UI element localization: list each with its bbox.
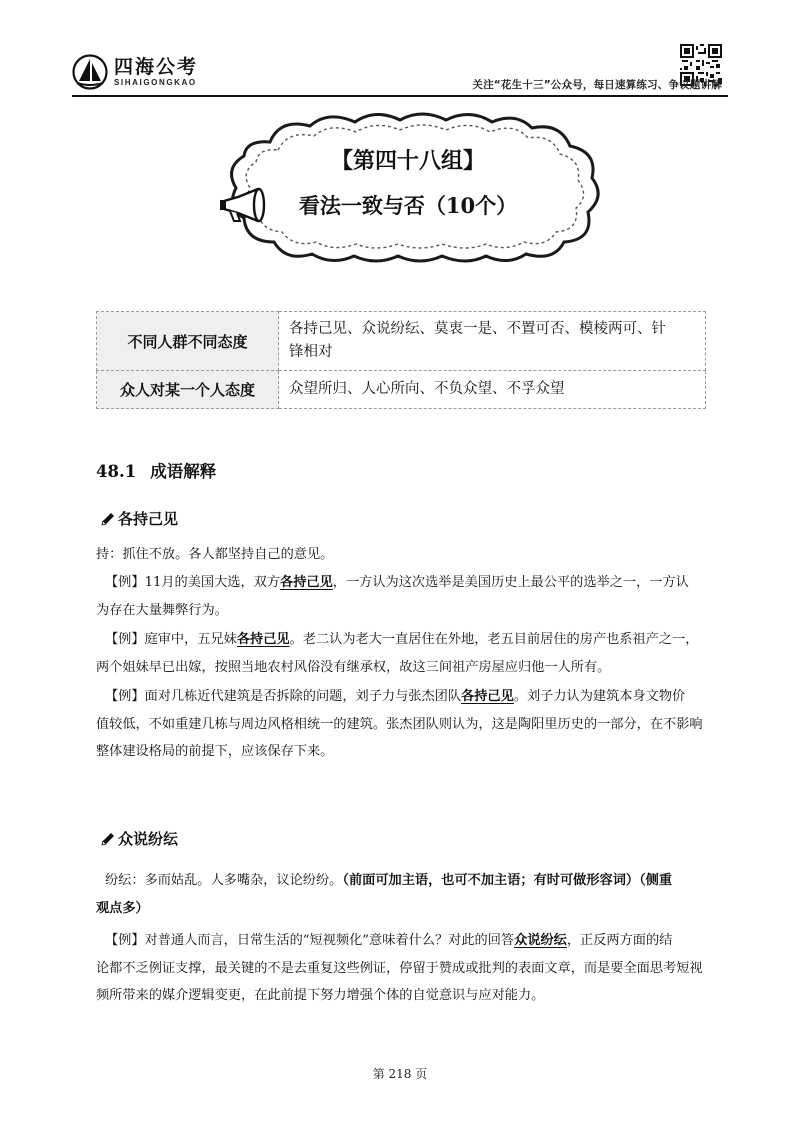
example-label: 【例】 [105, 632, 145, 647]
example-paragraph [96, 683, 708, 766]
example-label: 【例】 [105, 933, 145, 948]
example-paragraph [96, 569, 708, 624]
example-text: 值较低，不如重建几栋与周边风格相统一的建筑。张杰团队则认为，这是陶阳里历史的一部分，在不影响 [96, 716, 703, 732]
example-text: 对普通人而言，日常生活的“短视频化”意味着什么？对此的回答 [144, 933, 515, 948]
example-text: 频所带来的媒介逻辑变更，在此前提下努力增强个体的自觉意识与应对能力。 [96, 988, 545, 1003]
page-number: 第 218 页 [372, 1067, 428, 1081]
page-header [0, 0, 800, 100]
section-title [96, 458, 216, 482]
header-divider [72, 95, 728, 97]
brand-subtitle: SIHAIGONGKAO [114, 78, 197, 87]
example-label: 【例】 [105, 689, 145, 704]
usage-note: （前面可加主语，也可不加主语；有时可做形容词） [342, 873, 640, 888]
example-text: ，一方认为这次选举是美国历史上最公平的选举之一，一方认 [332, 575, 689, 590]
focus-note: （侧重 [639, 873, 673, 888]
idiom-category-table [96, 311, 706, 409]
idiom-name: 众说纷纭 [118, 830, 179, 848]
sailboat-logo-icon [72, 54, 108, 90]
idiom-heading [100, 508, 178, 529]
example-paragraph [96, 626, 708, 681]
brand-name: 四海公考 [114, 56, 199, 78]
idiom-definition [96, 867, 708, 922]
definition-text: 纷纭：多而姑乱。人多嘴杂，议论纷纷。 [105, 873, 343, 888]
idiom-heading [100, 828, 178, 849]
category-label: 不同人群不同态度 [97, 312, 279, 371]
example-text: 。老二认为老大一直居住在外地，老五目前居住的房产也系祖产之一， [289, 632, 699, 647]
example-text: 两个姐妹早已出嫁，按照当地农村风俗没有继承权，故这三间祖产房屋应归他一人所有。 [96, 659, 611, 675]
idioms-line: 各持己见、众说纷纭、莫衷一是、不置可否、模棱两可、针 [289, 321, 666, 337]
category-idioms [279, 312, 706, 371]
example-text: 论都不乏例证支撑，最关键的不是去重复这些例证，停留于赞成或批判的表面文章，而是要全面思考短视 [96, 960, 703, 976]
idiom-definition: 持：抓住不放。各人都坚持自己的意见。 [96, 547, 334, 562]
section-label: 成语解释 [150, 462, 217, 481]
idioms-line: 锋相对 [289, 344, 333, 360]
example-paragraph [96, 927, 708, 1010]
table-row [97, 312, 706, 371]
example-text: 面对几栋近代建筑是否拆除的问题，刘子力与张杰团队 [144, 689, 462, 704]
example-text: 为存在大量舞弊行为。 [96, 602, 228, 618]
table-row [97, 371, 706, 409]
category-label: 众人对某一个人态度 [97, 371, 279, 409]
example-text: 。刘子力认为建筑本身文物价 [513, 689, 686, 704]
focus-note: 观点多） [96, 900, 149, 916]
category-idioms: 众望所归、人心所向、不负众望、不孚众望 [279, 371, 706, 409]
brand-logo [72, 54, 198, 90]
group-title: 【第四十八组】 [330, 148, 485, 174]
example-keyword: 众说纷纭 [514, 933, 567, 948]
section-number: 48.1 [96, 462, 137, 481]
header-slogan: 关注“花生十三”公众号，每日速算练习、争议题讲解 [472, 79, 722, 91]
cloud-title-frame [210, 112, 606, 264]
example-text: ，正反两方面的结 [566, 933, 673, 948]
example-keyword: 各持己见 [280, 575, 333, 590]
topic-title: 看法一致与否（10个） [298, 193, 518, 218]
pencil-icon [100, 511, 116, 527]
idiom-name: 各持己见 [118, 510, 179, 528]
example-text: 庭审中，五兄妹 [144, 632, 237, 647]
example-label: 【例】 [105, 575, 145, 590]
pencil-icon [100, 831, 116, 847]
example-text: 11月的美国大选，双方 [144, 575, 281, 590]
example-keyword: 各持己见 [236, 632, 290, 647]
example-text: 整体建设格局的前提下，应该保存下来。 [96, 744, 334, 759]
example-keyword: 各持己见 [461, 689, 514, 704]
